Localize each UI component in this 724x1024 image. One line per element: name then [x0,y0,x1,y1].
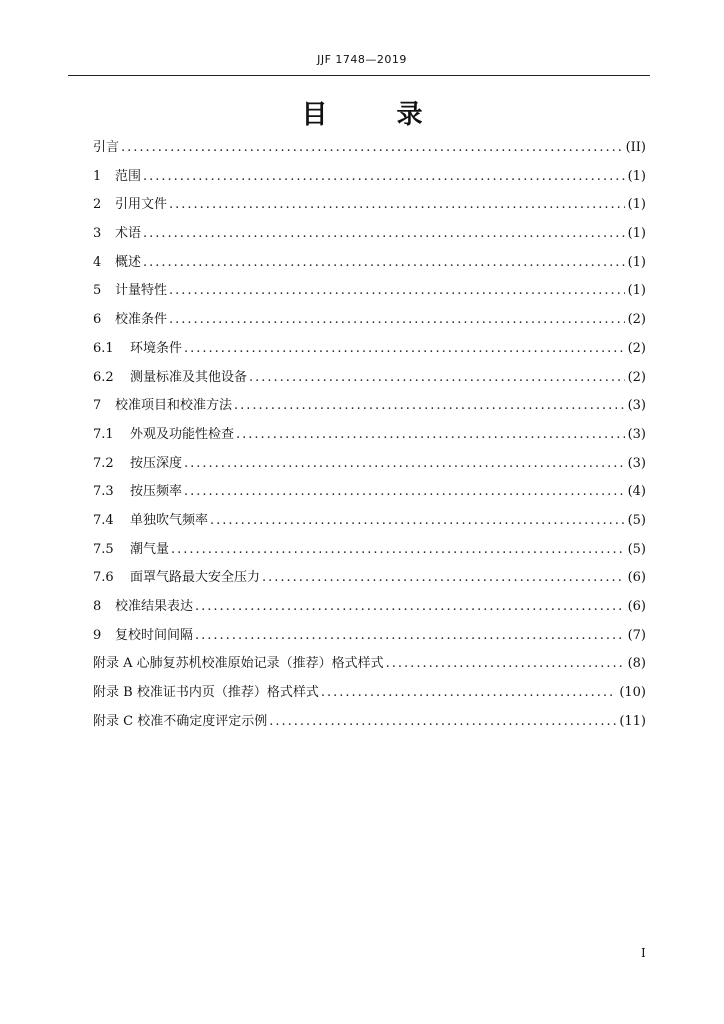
toc-dot-leader [143,163,625,192]
toc-entry-title: 校准项目和校准方法 [115,398,233,414]
toc-entry-number: 7.6 [93,570,114,586]
toc-entry-title: 外观及功能性检查 [130,426,235,442]
toc-entry[interactable] [93,536,646,565]
toc-dot-leader [143,249,625,278]
toc-entry[interactable] [93,220,646,249]
toc-entry-page: (3) [627,426,646,442]
toc-entry[interactable] [93,364,646,393]
toc-entry-title: 潮气量 [130,541,170,557]
toc-entry-label [93,163,141,192]
toc-dot-leader [184,478,625,507]
toc-entry-label [93,708,267,737]
toc-entry-title: 校准结果表达 [115,599,194,614]
toc-entry-title: 按压频率 [130,484,183,500]
toc-entry[interactable] [93,478,646,507]
toc-entry[interactable] [93,622,646,651]
toc-entry[interactable] [93,163,646,192]
toc-entry[interactable] [93,450,646,479]
toc-entry-page: (II) [625,140,646,155]
toc-entry-label [93,335,182,364]
toc-dot-leader [234,392,625,421]
toc-entry-label [93,564,260,593]
toc-entry-title: 术语 [115,226,142,242]
toc-entry[interactable] [93,421,646,450]
toc-entry-title: 引用文件 [115,197,168,213]
toc-dot-leader [195,622,625,651]
toc-entry-page: (2) [627,340,646,356]
toc-entry[interactable] [93,564,646,593]
toc-dot-leader [195,593,625,622]
table-of-contents [93,134,646,736]
toc-entry-title: 附录 B 校准证书内页（推荐）格式样式 [93,685,319,701]
toc-entry-page: (3) [627,398,646,414]
header-rule [68,75,650,76]
toc-entry-number: 8 [93,599,102,614]
toc-entry-label [93,450,182,479]
toc-entry-label [93,220,141,249]
toc-entry-title: 测量标准及其他设备 [130,369,248,385]
toc-entry-title: 环境条件 [130,340,183,356]
toc-entry-title: 单独吹气频率 [130,512,209,528]
toc-dot-leader [169,306,625,335]
toc-entry-label [93,421,234,450]
toc-entry-number: 1 [93,168,102,184]
toc-entry-number: 7.3 [93,484,114,500]
toc-entry-label [93,679,319,708]
toc-dot-leader [210,507,625,536]
toc-dot-leader [184,335,625,364]
toc-entry[interactable] [93,277,646,306]
toc-entry-page: (1) [627,254,646,270]
toc-entry-number: 7.4 [93,512,114,528]
toc-dot-leader [169,191,625,220]
toc-entry-title: 面罩气路最大安全压力 [130,570,261,586]
toc-entry-page: (8) [627,656,646,672]
toc-entry-label [93,249,141,278]
toc-entry-label [93,306,167,335]
toc-entry-number: 4 [93,254,102,270]
toc-entry-title: 概述 [115,254,142,270]
toc-entry-number: 6 [93,312,102,328]
toc-entry-label [93,134,119,163]
toc-entry-title: 附录 A 心肺复苏机校准原始记录（推荐）格式样式 [93,656,384,672]
toc-entry-title: 复校时间间隔 [115,627,194,643]
toc-entry-title: 校准条件 [115,312,168,328]
toc-entry[interactable] [93,679,646,708]
toc-entry-number: 7 [93,398,102,414]
toc-dot-leader [386,650,625,679]
toc-entry-label [93,478,182,507]
toc-entry-page: (5) [627,541,646,557]
toc-entry-label [93,536,169,565]
toc-entry-number: 6.1 [93,340,114,356]
toc-entry-label [93,277,167,306]
toc-entry-page: (6) [627,570,646,586]
toc-dot-leader [269,708,616,737]
page-header: JJF 1748—2019 [317,53,407,66]
toc-entry-page: (1) [627,168,646,184]
toc-title: 目 录 [301,100,453,130]
toc-entry-page: (11) [619,713,646,729]
toc-dot-leader [171,536,625,565]
toc-entry-label [93,593,193,622]
toc-entry[interactable] [93,249,646,278]
toc-entry-page: (2) [627,312,646,328]
toc-dot-leader [121,134,623,163]
toc-entry[interactable] [93,392,646,421]
toc-entry-page: (2) [627,369,646,385]
toc-entry-label [93,622,193,651]
toc-entry-page: (1) [627,283,646,299]
toc-entry[interactable] [93,335,646,364]
toc-entry-title: 计量特性 [115,283,168,299]
toc-entry-title: 附录 C 校准不确定度评定示例 [93,713,268,729]
toc-entry-page: (4) [627,484,646,500]
toc-entry-number: 2 [93,197,102,213]
toc-entry-number: 7.5 [93,541,114,557]
toc-entry-title: 按压深度 [130,455,183,471]
toc-dot-leader [236,421,625,450]
toc-entry-page: (3) [627,455,646,471]
toc-dot-leader [143,220,625,249]
toc-entry-page: (1) [627,197,646,213]
toc-entry-number: 6.2 [93,369,114,385]
toc-entry-title: 引言 [93,140,120,155]
toc-entry[interactable] [93,593,646,622]
toc-entry-page: (7) [627,627,646,643]
toc-dot-leader [249,364,625,393]
toc-entry[interactable] [93,134,646,163]
toc-entry-title: 范围 [115,168,142,184]
toc-entry[interactable] [93,708,646,737]
toc-entry-label [93,191,167,220]
toc-entry-label [93,392,232,421]
toc-entry[interactable] [93,191,646,220]
toc-dot-leader [184,450,625,479]
toc-entry-page: (1) [627,226,646,242]
toc-entry-label [93,507,208,536]
toc-entry-page: (5) [627,512,646,528]
toc-entry-label [93,650,384,679]
toc-entry[interactable] [93,507,646,536]
toc-entry-label [93,364,247,393]
toc-entry-page: (10) [619,685,646,701]
toc-entry[interactable] [93,306,646,335]
toc-entry-page: (6) [627,599,646,614]
toc-dot-leader [321,679,616,708]
toc-entry[interactable] [93,650,646,679]
toc-entry-number: 9 [93,627,102,643]
page-number: I [641,946,646,960]
toc-entry-number: 7.1 [93,426,114,442]
toc-entry-number: 7.2 [93,455,114,471]
toc-entry-number: 5 [93,283,102,299]
toc-dot-leader [262,564,625,593]
toc-dot-leader [169,277,625,306]
toc-entry-number: 3 [93,226,102,242]
